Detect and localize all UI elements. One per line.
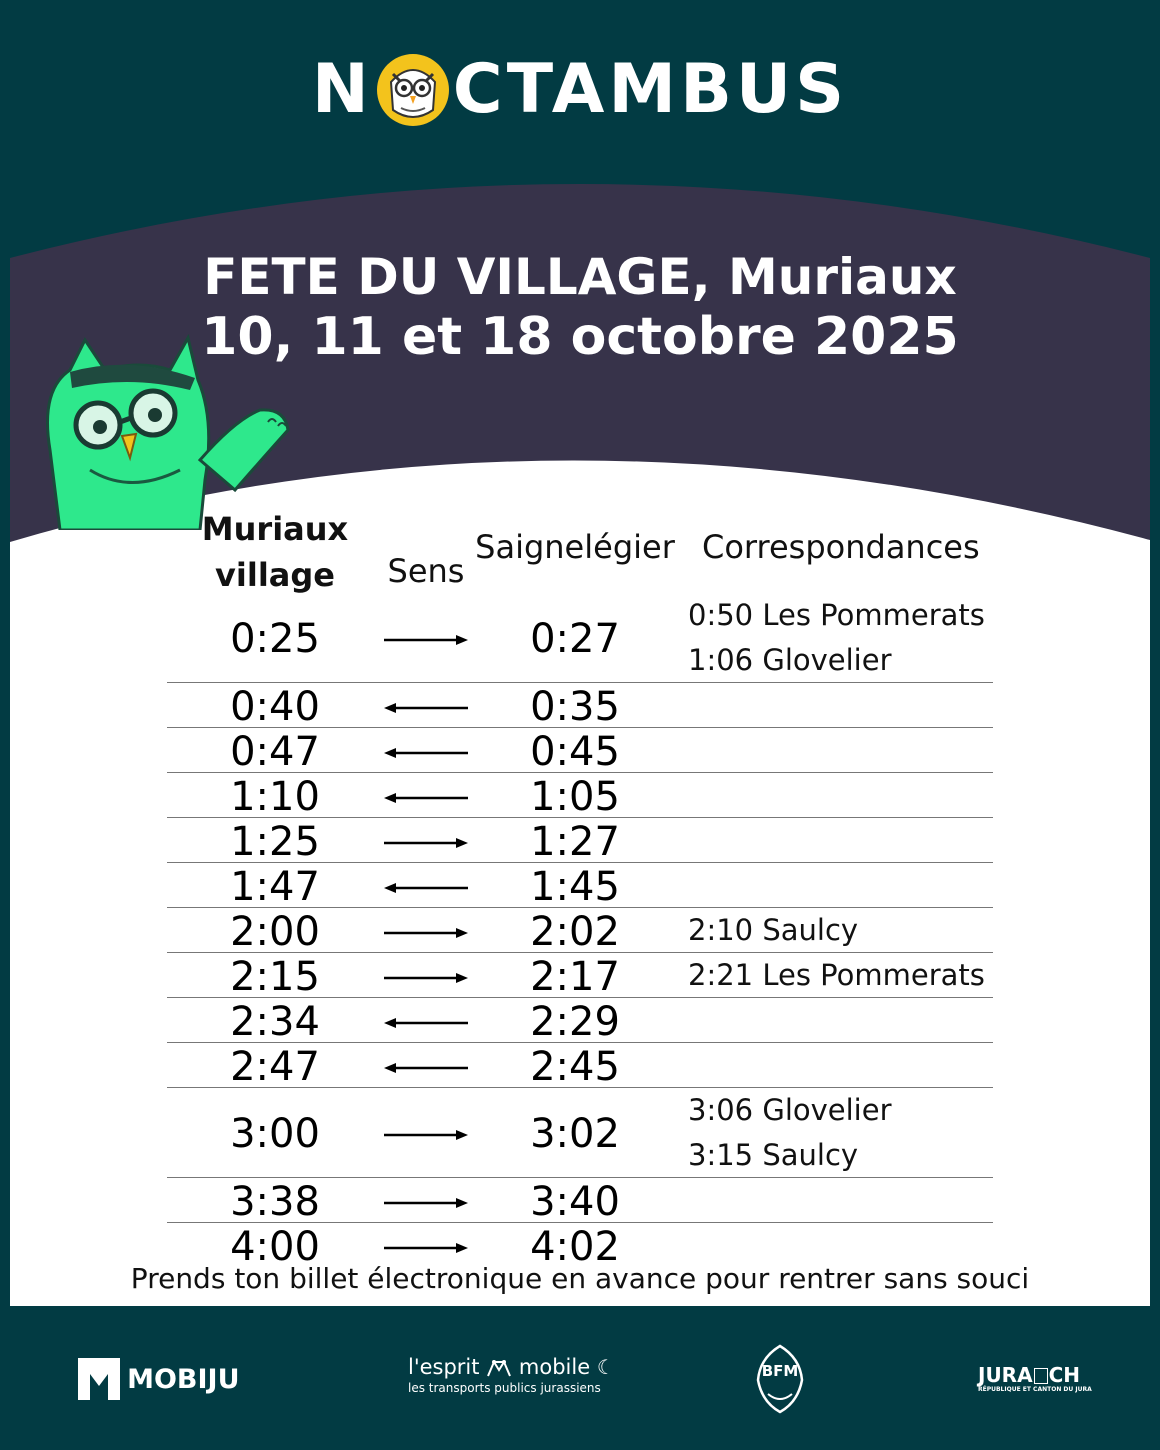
- mobiju-logo: [78, 1358, 240, 1400]
- table-row: [167, 728, 993, 773]
- ticket-note: Prends ton billet électronique en avance pour rentrer sans souci: [130, 1262, 1030, 1295]
- saignelegier-time: 2:02: [530, 908, 620, 955]
- event-dates: 10, 11 et 18 octobre 2025: [201, 307, 959, 367]
- arrow-left-icon: [382, 1016, 470, 1030]
- table-row: [167, 953, 993, 998]
- arrow-right-icon: [382, 971, 470, 985]
- bfm-logo: [752, 1344, 808, 1414]
- saignelegier-time: 2:29: [530, 998, 620, 1045]
- table-row: [167, 818, 993, 863]
- arrow-right-icon: [382, 1241, 470, 1255]
- saignelegier-time: 1:45: [530, 863, 620, 910]
- arrow-right-icon: [382, 836, 470, 850]
- saignelegier-time: 3:02: [530, 1111, 620, 1157]
- saignelegier-time: 0:35: [530, 683, 620, 730]
- ch-label: CH: [1048, 1363, 1080, 1387]
- event-title: FETE DU VILLAGE, Muriaux: [203, 248, 957, 306]
- muriaux-time: 0:25: [230, 616, 320, 662]
- connection-text: 1:06 Glovelier: [688, 643, 892, 677]
- saignelegier-time: 0:27: [530, 616, 620, 662]
- muriaux-time: 0:47: [230, 728, 320, 775]
- moon-icon: ☾: [596, 1355, 615, 1379]
- arrow-right-icon: [382, 1196, 470, 1210]
- header-correspondances: Correspondances: [702, 528, 980, 566]
- muriaux-time: 1:47: [230, 863, 320, 910]
- jura-flag-icon: [1034, 1368, 1048, 1384]
- jura-ch-logo: [978, 1364, 1092, 1394]
- saignelegier-time: 1:05: [530, 773, 620, 820]
- mobiju-label: MOBIJU: [127, 1363, 240, 1395]
- header-sens: Sens: [387, 552, 465, 590]
- table-row: [167, 1088, 993, 1178]
- saignelegier-time: 3:40: [530, 1178, 620, 1225]
- arrow-right-icon: [382, 926, 470, 940]
- jura-label: JURA: [978, 1363, 1033, 1387]
- saignelegier-time: 2:45: [530, 1043, 620, 1090]
- muriaux-time: 2:00: [230, 908, 320, 955]
- mobile-label: mobile: [518, 1355, 591, 1379]
- table-row: [167, 863, 993, 908]
- connection-text: 0:50 Les Pommerats: [688, 598, 985, 632]
- saignelegier-time: 4:02: [530, 1223, 620, 1270]
- bus-network-icon: [486, 1358, 512, 1378]
- mobiju-m-icon: [78, 1358, 120, 1400]
- saignelegier-time: 2:17: [530, 953, 620, 1000]
- esprit-label: l'esprit: [408, 1355, 480, 1379]
- esprit-subtitle: les transports publics jurassiens: [408, 1381, 601, 1395]
- arrow-left-icon: [382, 791, 470, 805]
- table-row: [167, 998, 993, 1043]
- table-row: [167, 1178, 993, 1223]
- owl-mascot-illustration: [30, 330, 310, 530]
- header-muriaux: [175, 506, 375, 598]
- arrow-left-icon: [382, 1061, 470, 1075]
- saignelegier-time: 1:27: [530, 818, 620, 865]
- muriaux-time: 0:40: [230, 683, 320, 730]
- table-row: [167, 773, 993, 818]
- muriaux-time: 1:10: [230, 773, 320, 820]
- muriaux-time: 2:47: [230, 1043, 320, 1090]
- header-muriaux-line2: village: [215, 556, 335, 594]
- muriaux-time: 4:00: [230, 1223, 320, 1270]
- arrow-right-icon: [382, 1128, 470, 1142]
- brand-name-end: CTAMBUS: [452, 50, 849, 129]
- muriaux-time: 3:00: [230, 1111, 320, 1157]
- table-row: [167, 593, 993, 683]
- table-row: [167, 683, 993, 728]
- brand-name-start: N: [311, 50, 373, 129]
- connection-text: 3:06 Glovelier: [688, 1093, 892, 1127]
- arrow-left-icon: [382, 881, 470, 895]
- noctambus-logo: [0, 50, 1160, 130]
- saignelegier-time: 0:45: [530, 728, 620, 775]
- jura-subtitle: RÉPUBLIQUE ET CANTON DU JURA: [978, 1386, 1092, 1393]
- bfm-label: BFM: [761, 1362, 799, 1380]
- connection-text: 3:15 Saulcy: [688, 1138, 859, 1172]
- table-row: [167, 908, 993, 953]
- owl-logo-icon: [375, 52, 451, 128]
- muriaux-time: 2:34: [230, 998, 320, 1045]
- muriaux-time: 3:38: [230, 1178, 320, 1225]
- header-saignelegier: Saignelégier: [475, 528, 675, 566]
- header-muriaux-line1: Muriaux: [201, 510, 349, 548]
- muriaux-time: 1:25: [230, 818, 320, 865]
- arrow-right-icon: [382, 633, 470, 647]
- esprit-mobile-logo: [408, 1354, 615, 1396]
- connection-text: 2:21 Les Pommerats: [688, 958, 985, 992]
- connection-text: 2:10 Saulcy: [688, 913, 859, 947]
- muriaux-time: 2:15: [230, 953, 320, 1000]
- arrow-left-icon: [382, 746, 470, 760]
- table-row: [167, 1043, 993, 1088]
- arrow-left-icon: [382, 701, 470, 715]
